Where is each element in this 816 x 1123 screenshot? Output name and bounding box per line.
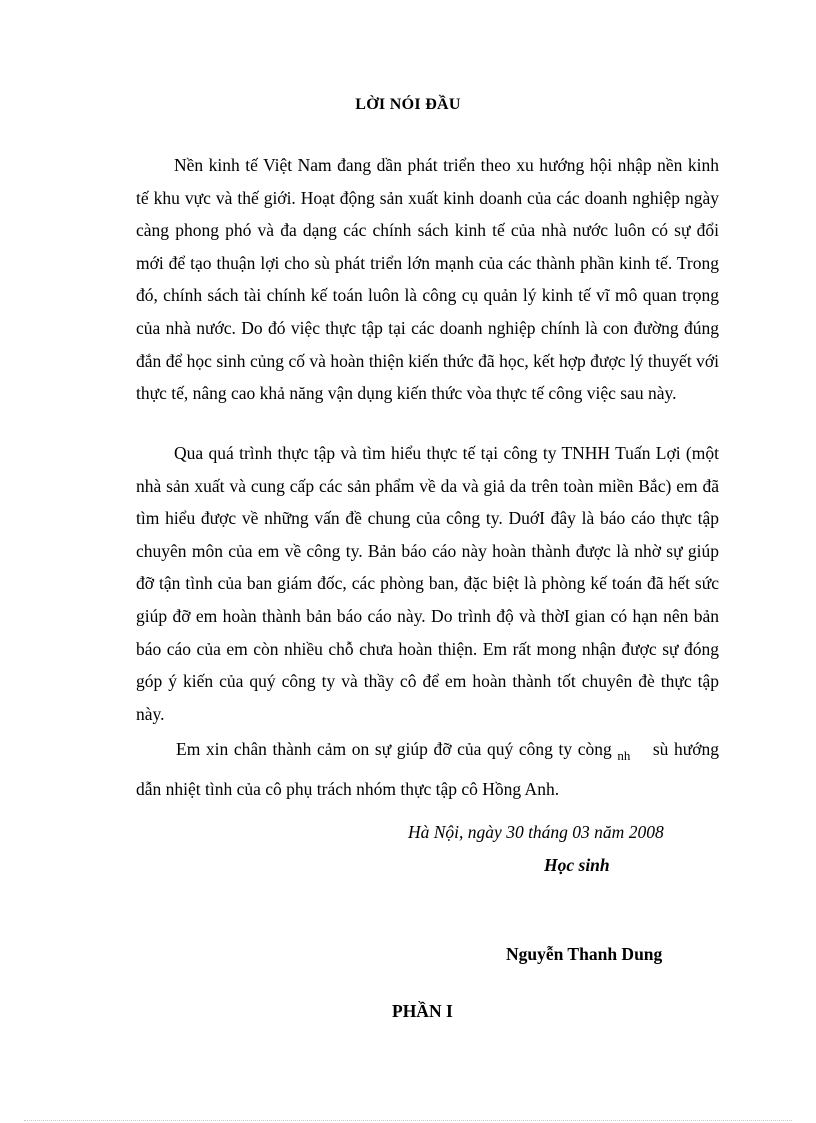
page-title: LỜI NÓI ĐẦU: [355, 96, 461, 113]
section-heading: PHẦN I: [392, 1001, 453, 1021]
signer-name: Nguyễn Thanh Dung: [506, 944, 663, 964]
closing-text-start: Em xin chân thành cảm on sự giúp đỡ của quý công ty còng: [176, 739, 612, 759]
closing-subscript: nh: [617, 748, 631, 763]
page-break-line: [24, 1120, 792, 1121]
intro-paragraph-1: Nền kinh tế Việt Nam đang dần phát triển theo xu hướng hội nhập nền kinh tế khu vực và thế giới. Hoạt động sản xuất kinh doanh của các doanh nghiệp ngày càng phong phó và đa dạng các chính sách kinh tế của nhà nước luôn có sự đổi mới để tạo thuận lợi cho sù phát triển lớn mạnh của các thành phần kinh tế. Trong đó, chính sách tài chính kế toán luôn là công cụ quản lý kinh tế vĩ mô quan trọng của nhà nước. Do đó việc thực tập tại các doanh nghiệp chính là con đường đúng đắn để học sinh củng cố và hoàn thiện kiến thức đã học, kết hợp được lý thuyết với thực tế, nâng cao khả năng vận dụng kiến thức vòa thực tế công việc sau này.: [136, 155, 719, 404]
intro-paragraph-2: Qua quá trình thực tập và tìm hiểu thực tế tại công ty TNHH Tuấn Lợi (một nhà sản xuất và cung cấp các sản phẩm về da và giả da trên toàn miền Bắc) em đã tìm hiểu được về những vấn đề chung của công ty. DuớI đây là báo cáo thực tập chuyên môn của em về công ty. Bản báo cáo này hoàn thành được là nhờ sự giúp đỡ tận tình của ban giám đốc, các phòng ban, đặc biệt là phòng kế toán đã hết sức giúp đỡ em hoàn thành bản báo cáo này. Do trình độ và thờI gian có hạn nên bản báo cáo của em còn nhiều chỗ chưa hoàn thiện. Em rất mong nhận được sự đóng góp ý kiến của quý công ty và thầy cô để em hoàn thành tốt chuyên đè thực tập này.: [136, 443, 719, 724]
signer-role: Học sinh: [544, 855, 610, 875]
date-line: Hà Nội, ngày 30 tháng 03 năm 2008: [408, 822, 664, 842]
closing-paragraph: [136, 733, 719, 805]
closing-text-end: sù hướng dẫn nhiệt tình của cô phụ trách nhóm thực tập cô Hồng Anh.: [136, 739, 720, 799]
